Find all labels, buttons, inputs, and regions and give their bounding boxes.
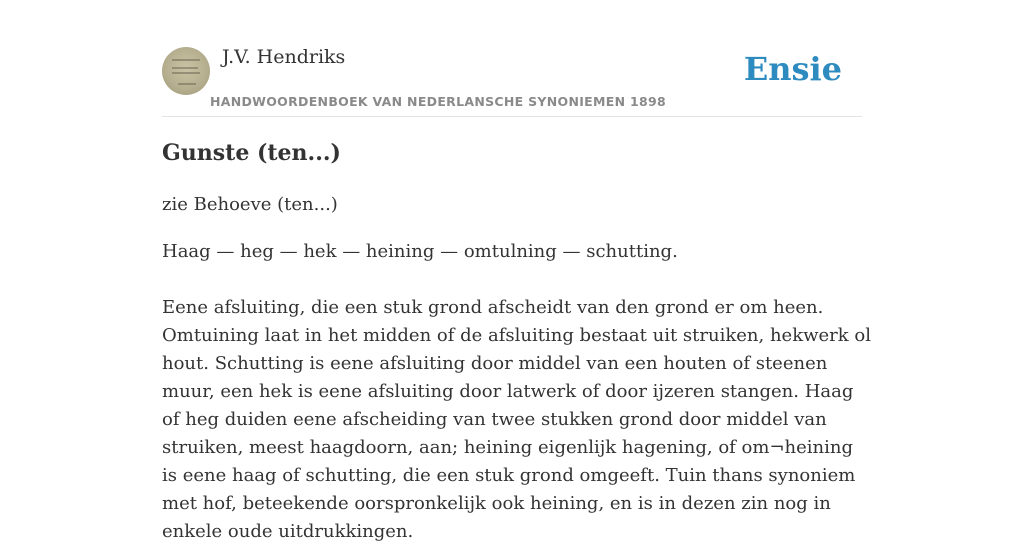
author-name[interactable]: J.V. Hendriks [222,46,346,68]
book-cover-avatar-icon[interactable] [162,47,210,95]
entry-header [162,44,862,117]
synonym-list: Haag — heg — hek — heining — omtulning — schutting. [162,241,678,262]
source-title[interactable]: HANDWOORDENBOEK VAN NEDERLANSCHE SYNONIEMEN 1898 [210,94,667,109]
page-title: Gunste (ten...) [162,140,341,166]
definition-text: Eene afsluiting, die een stuk grond afscheidt van den grond er om heen. Omtuining laat in het midden of de afsluiting bestaat uit struiken, hekwerk ol hout. Schutting is eene afsluiting door middel van een houten of steenen muur, een hek is eene afsluiting door latwerk of door ijzeren stangen. Haag of heg duiden eene afscheiding van twee stukken grond door middel van struiken, meest haagdoorn, aan; heining eigenlijk hagening, of om¬heining is eene haag of schutting, die een stuk grond omgeeft. Tuin thans synoniem met hof, beteekende oorspronkelijk ook heining, en is in dezen zin nog in enkele oude uitdrukkingen. [162,297,871,542]
brand-logo[interactable]: Ensie [743,50,842,88]
see-also-reference: zie Behoeve (ten...) [162,194,338,215]
